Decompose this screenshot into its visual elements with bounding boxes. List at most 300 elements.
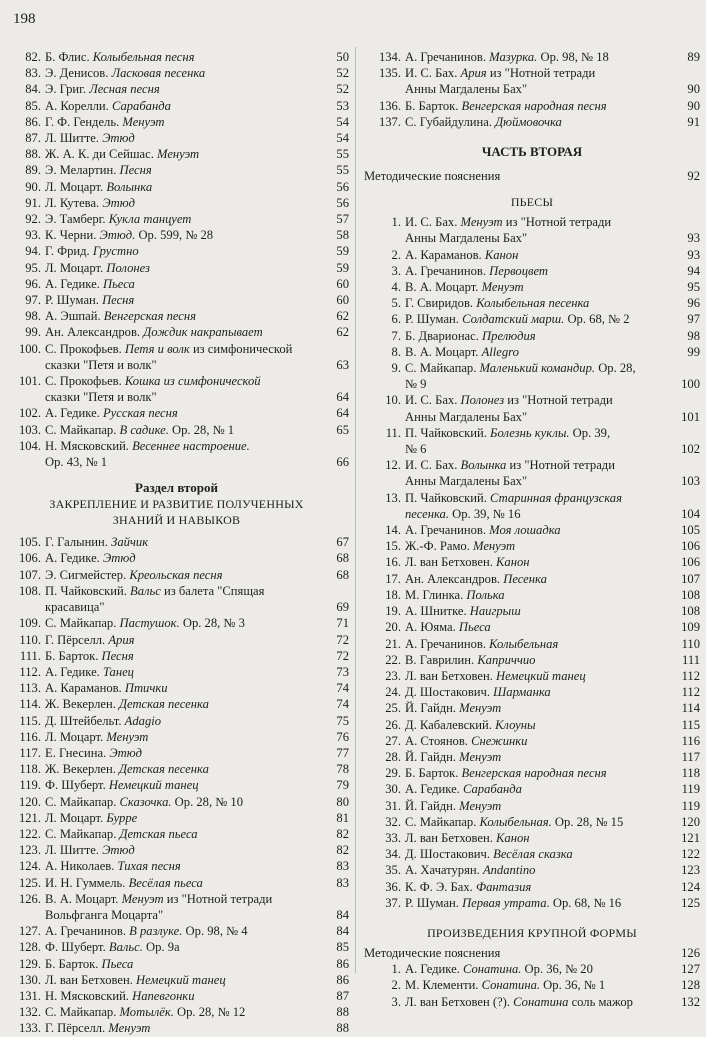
entry-author: Н. Мясковский. <box>45 988 133 1003</box>
entry-text <box>45 162 311 178</box>
entry-body <box>405 587 700 603</box>
entry-number: 133. <box>18 1021 41 1036</box>
toc-entry[interactable] <box>364 587 700 603</box>
entry-work: Каприччио <box>477 652 536 667</box>
toc-entry[interactable] <box>4 761 349 777</box>
entry-number: 137. <box>378 114 401 129</box>
entry-work: Первая утрата. <box>462 895 550 910</box>
entry-author: А. Юяма. <box>405 620 459 635</box>
page-ref: 90 <box>687 82 700 97</box>
entry-line <box>405 311 700 327</box>
entry-body <box>405 295 700 311</box>
page-ref: 80 <box>336 794 349 809</box>
entry-work: Этюд <box>102 131 135 146</box>
entry-work: Песня <box>101 648 134 663</box>
toc-entry[interactable] <box>364 538 700 554</box>
page-ref: 63 <box>336 357 349 372</box>
entry-text <box>405 409 662 425</box>
toc-entry[interactable] <box>4 308 349 324</box>
entry-body <box>45 438 349 470</box>
entry-body <box>405 895 700 911</box>
entry-text <box>45 454 311 470</box>
entry-line <box>405 846 700 862</box>
entry-number: 29. <box>385 766 401 781</box>
entry-extra: из балета "Спящая <box>160 583 265 598</box>
entry-line <box>405 522 700 538</box>
page-ref: 105 <box>681 523 700 538</box>
toc-entry[interactable] <box>4 405 349 421</box>
toc-entry[interactable] <box>364 247 700 263</box>
entry-number: 32. <box>385 814 401 829</box>
toc-entry[interactable] <box>4 130 349 146</box>
toc-entry[interactable] <box>364 571 700 587</box>
page-ref: 89 <box>687 50 700 64</box>
entry-work: Канон <box>496 555 530 570</box>
toc-entry[interactable] <box>4 632 349 648</box>
toc-entry[interactable] <box>4 146 349 162</box>
entry-text <box>45 956 311 972</box>
entry-text <box>405 98 662 114</box>
entry-author: Л. ван Бетховен. <box>45 972 137 987</box>
toc-entry[interactable] <box>4 179 349 195</box>
entry-line <box>45 438 349 454</box>
toc-entry[interactable] <box>364 862 700 878</box>
toc-entry[interactable] <box>4 534 349 550</box>
toc-entry[interactable] <box>4 777 349 793</box>
entry-extra: Ор. 68, № 2 <box>564 312 630 327</box>
toc-entry[interactable] <box>364 65 700 97</box>
entry-body <box>45 227 349 243</box>
toc-entry[interactable] <box>4 243 349 259</box>
page-ref: 119 <box>681 782 700 797</box>
toc-entry[interactable] <box>4 826 349 842</box>
toc-entry[interactable] <box>4 923 349 939</box>
page-ref: 67 <box>336 535 349 550</box>
toc-entry[interactable] <box>364 749 700 765</box>
entry-line <box>45 227 349 243</box>
toc-entry[interactable] <box>364 49 700 65</box>
toc-entry[interactable] <box>4 713 349 729</box>
toc-entry[interactable] <box>364 895 700 911</box>
entry-work: Полька <box>466 587 505 602</box>
entry-body <box>405 344 700 360</box>
toc-entry[interactable] <box>364 733 700 749</box>
entry-text <box>45 988 311 1004</box>
toc-entry[interactable] <box>4 794 349 810</box>
toc-entry[interactable] <box>364 554 700 570</box>
entry-line <box>405 295 700 311</box>
entry-work: Этюд <box>102 551 136 566</box>
entry-number: 19. <box>385 604 401 619</box>
entry-author: М. Клементи. <box>405 978 482 993</box>
page-ref: 54 <box>336 114 349 129</box>
toc-entry[interactable] <box>4 1020 349 1036</box>
toc-entry[interactable] <box>4 988 349 1004</box>
toc-entry[interactable] <box>4 114 349 130</box>
entry-number: 121. <box>18 810 41 825</box>
entry-line <box>405 554 700 570</box>
toc-entry[interactable] <box>4 745 349 761</box>
entry-body <box>45 195 349 211</box>
toc-entry[interactable] <box>4 81 349 97</box>
entry-text <box>45 292 311 308</box>
entry-extra: Ор. 28, № 3 <box>179 616 245 631</box>
entry-text <box>45 357 311 373</box>
toc-entry[interactable] <box>4 65 349 81</box>
entry-line <box>45 389 349 405</box>
page-ref: 59 <box>336 260 349 275</box>
toc-entry[interactable] <box>364 994 700 1010</box>
entry-text <box>45 422 311 438</box>
entry-number: 91. <box>25 195 41 210</box>
toc-entry[interactable] <box>4 810 349 826</box>
toc-entry[interactable] <box>4 98 349 114</box>
entry-body <box>405 114 700 130</box>
page-ref: 112 <box>681 668 700 683</box>
toc-entry[interactable] <box>364 457 700 489</box>
entry-body <box>45 826 349 842</box>
entry-work: Менуэт <box>459 798 502 813</box>
toc-entry[interactable] <box>364 798 700 814</box>
entry-text <box>405 490 700 506</box>
toc-entry[interactable] <box>4 696 349 712</box>
toc-entry[interactable] <box>4 567 349 583</box>
entry-author: Л. Кутева. <box>45 195 103 210</box>
entry-body <box>405 98 700 114</box>
entry-text <box>45 81 311 97</box>
toc-entry[interactable] <box>364 652 700 668</box>
toc-entry[interactable] <box>4 341 349 373</box>
toc-entry[interactable] <box>4 1004 349 1020</box>
toc-entry[interactable] <box>364 684 700 700</box>
toc-entry[interactable] <box>364 830 700 846</box>
entry-work: Этюд <box>102 195 135 210</box>
left-column <box>4 49 349 1037</box>
entry-line <box>45 130 349 146</box>
entry-number: 30. <box>385 782 401 797</box>
entry-body <box>45 632 349 648</box>
entry-body <box>45 98 349 114</box>
toc-entry[interactable] <box>364 328 700 344</box>
toc-entry[interactable] <box>364 311 700 327</box>
toc-entry[interactable] <box>4 858 349 874</box>
entry-body <box>405 684 700 700</box>
entry-author: А. Гречанинов. <box>405 263 490 278</box>
page-ref: 52 <box>336 66 349 81</box>
toc-entry[interactable] <box>4 49 349 65</box>
toc-entry[interactable] <box>4 956 349 972</box>
entry-number: 96. <box>25 276 41 291</box>
toc-entry[interactable] <box>4 195 349 211</box>
page-ref: 53 <box>336 98 349 113</box>
entry-text <box>45 195 311 211</box>
entry-number: 33. <box>385 830 401 845</box>
entry-author: И. С. Бах. <box>405 66 461 81</box>
entry-text <box>405 603 662 619</box>
entry-text <box>45 146 311 162</box>
entry-number: 105. <box>18 535 41 550</box>
toc-entry[interactable] <box>4 550 349 566</box>
entry-text <box>45 810 311 826</box>
entry-line <box>45 162 349 178</box>
toc-entry[interactable] <box>364 263 700 279</box>
toc-entry[interactable] <box>364 295 700 311</box>
entry-work: Песня <box>119 163 152 178</box>
entry-line <box>405 65 700 81</box>
entry-body <box>45 550 349 566</box>
entry-text <box>45 599 311 615</box>
toc-entry[interactable] <box>4 729 349 745</box>
toc-entry[interactable] <box>364 619 700 635</box>
toc-entry[interactable] <box>364 814 700 830</box>
entry-body <box>405 846 700 862</box>
entry-number: 1. <box>391 962 401 977</box>
entry-number: 16. <box>385 555 401 570</box>
entry-author: С. Губайдулина. <box>405 114 496 129</box>
entry-number: 131. <box>18 988 41 1003</box>
toc-entry-large-method-notes[interactable]: Методические пояснения 126 <box>364 945 700 960</box>
entry-author: М. Глинка. <box>405 587 467 602</box>
entry-work: Первоцвет <box>489 263 549 278</box>
toc-entry[interactable] <box>364 490 700 522</box>
entry-author: Б. Дварионас. <box>405 328 483 343</box>
entry-extra: сказки "Петя и волк" <box>45 357 157 372</box>
entry-work: Сонатина. <box>481 978 541 993</box>
toc-entry[interactable] <box>364 279 700 295</box>
toc-entry[interactable] <box>364 700 700 716</box>
entry-author: Ан. Александров. <box>45 325 144 340</box>
toc-entry[interactable] <box>4 438 349 470</box>
entry-work: Детская пьеса <box>119 826 198 841</box>
toc-entry[interactable] <box>4 648 349 664</box>
toc-entry[interactable] <box>4 162 349 178</box>
toc-entry[interactable] <box>4 324 349 340</box>
entry-body <box>45 583 349 615</box>
entry-body <box>405 247 700 263</box>
toc-entry[interactable] <box>364 879 700 895</box>
page-ref: 55 <box>336 147 349 162</box>
entry-number: 87. <box>25 131 41 146</box>
entry-line <box>45 842 349 858</box>
entry-number: 103. <box>18 422 41 437</box>
toc-entry[interactable] <box>364 214 700 246</box>
entry-extra: Ор. 36, № 20 <box>521 962 593 977</box>
toc-entry[interactable] <box>4 227 349 243</box>
entry-author: Ж. А. К. ди Сейшас. <box>45 147 158 162</box>
entry-number: 27. <box>385 733 401 748</box>
entry-body <box>45 858 349 874</box>
entry-line <box>405 49 700 65</box>
toc-entry[interactable] <box>4 680 349 696</box>
toc-entry[interactable] <box>4 875 349 891</box>
entry-line <box>405 814 700 830</box>
entry-text <box>405 765 662 781</box>
entry-author: Ан. Александров. <box>405 571 504 586</box>
toc-entry[interactable] <box>4 211 349 227</box>
toc-entry[interactable] <box>4 373 349 405</box>
page-ref: 124 <box>681 879 700 894</box>
entry-line <box>45 211 349 227</box>
entry-extra: Ор. 98, № 4 <box>182 924 248 939</box>
entry-author: К. Черни. <box>45 228 100 243</box>
entry-line <box>45 357 349 373</box>
entry-number: 95. <box>25 260 41 275</box>
entry-extra: Анны Магдалены Бах" <box>405 409 528 424</box>
toc-entry[interactable] <box>364 636 700 652</box>
entry-text <box>45 875 311 891</box>
page-ref: 68 <box>336 551 349 566</box>
entry-number: 92. <box>25 212 41 227</box>
toc-entry[interactable] <box>364 668 700 684</box>
entry-line <box>405 98 700 114</box>
entry-body <box>45 891 349 923</box>
toc-entry[interactable] <box>364 114 700 130</box>
toc-entry[interactable] <box>364 781 700 797</box>
entry-text <box>45 972 311 988</box>
toc-entry[interactable] <box>4 292 349 308</box>
entry-extra: Вольфганга Моцарта" <box>45 907 164 922</box>
entry-work: Менуэт <box>108 1021 151 1036</box>
entry-text <box>405 830 662 846</box>
toc-entry[interactable] <box>4 842 349 858</box>
toc-entry[interactable] <box>364 425 700 457</box>
entry-extra: Ор. 39, <box>569 425 611 440</box>
toc-entry[interactable] <box>364 522 700 538</box>
entry-body <box>45 534 349 550</box>
entry-text <box>405 230 662 246</box>
entry-line <box>45 599 349 615</box>
entry-author: Л. Шитте. <box>45 843 103 858</box>
entry-body <box>405 554 700 570</box>
page-ref: 86 <box>336 956 349 971</box>
entry-line <box>405 344 700 360</box>
entry-author: Г. Ф. Гендель. <box>45 114 123 129</box>
entry-author: А. Гречанинов. <box>45 924 130 939</box>
entry-work: Пьеса <box>101 956 134 971</box>
entry-text <box>405 49 662 65</box>
entry-number: 34. <box>385 847 401 862</box>
toc-entry[interactable] <box>4 615 349 631</box>
page-ref: 62 <box>336 309 349 324</box>
entry-number: 11. <box>385 425 401 440</box>
toc-entry[interactable] <box>4 891 349 923</box>
entry-author: А. Караманов. <box>45 681 125 696</box>
entry-text <box>45 550 311 566</box>
entry-text <box>405 700 662 716</box>
toc-entry[interactable] <box>4 972 349 988</box>
entry-line <box>405 114 700 130</box>
entry-number: 124. <box>18 859 41 874</box>
toc-entry[interactable] <box>4 583 349 615</box>
entry-text <box>405 392 700 408</box>
toc-entry[interactable] <box>364 392 700 424</box>
entry-number: 15. <box>385 539 401 554</box>
toc-entry[interactable] <box>364 846 700 862</box>
entry-line <box>45 988 349 1004</box>
entry-number: 136. <box>378 98 401 113</box>
entry-text <box>45 211 311 227</box>
entry-line <box>45 858 349 874</box>
toc-entry[interactable] <box>364 977 700 993</box>
toc-entry[interactable] <box>364 603 700 619</box>
entry-work: Менуэт <box>122 114 165 129</box>
entry-number: 3. <box>391 263 401 278</box>
entry-author: В. А. Моцарт. <box>405 280 482 295</box>
toc-entry[interactable] <box>4 422 349 438</box>
entry-work: Старинная французская <box>490 490 622 505</box>
entry-text <box>45 308 311 324</box>
entry-extra: из "Нотной тетради <box>506 458 615 473</box>
entry-number: 1. <box>391 215 401 230</box>
entry-line <box>405 717 700 733</box>
entry-text <box>45 713 311 729</box>
entry-text <box>405 994 662 1010</box>
toc-entry-method-notes[interactable]: Методические пояснения 92 <box>364 169 700 184</box>
entry-line <box>45 761 349 777</box>
page-ref: 69 <box>336 600 349 615</box>
toc-entry[interactable] <box>364 360 700 392</box>
page-ref: 83 <box>336 859 349 874</box>
toc-entry[interactable] <box>364 765 700 781</box>
entry-author: А. Гедике. <box>405 782 463 797</box>
entry-body <box>405 279 700 295</box>
entry-author: А. Гедике. <box>405 962 463 977</box>
entry-author: И. С. Бах. <box>405 458 461 473</box>
entry-work: Немецкий танец <box>136 972 226 987</box>
toc-entry[interactable] <box>364 98 700 114</box>
entry-extra: Ор. 68, № 16 <box>549 895 622 910</box>
entry-work: Болезнь куклы. <box>490 425 570 440</box>
toc-entry[interactable] <box>4 939 349 955</box>
entry-line <box>405 749 700 765</box>
entry-body <box>405 781 700 797</box>
entry-body <box>405 652 700 668</box>
entry-text <box>45 648 311 664</box>
toc-entry[interactable] <box>4 664 349 680</box>
page-ref: 71 <box>336 616 349 631</box>
entry-number: 37. <box>385 895 401 910</box>
entry-extra: из "Нотной тетради <box>486 66 596 81</box>
entry-extra: Ор. 98, № 18 <box>537 50 609 64</box>
entry-author: Л. Моцарт. <box>45 179 107 194</box>
entry-number: 4. <box>391 280 401 295</box>
entry-line <box>405 506 700 522</box>
entry-line <box>45 243 349 259</box>
page-ref: 106 <box>681 539 700 554</box>
page-ref: 77 <box>336 745 349 760</box>
entry-extra: Анны Магдалены Бах" <box>405 474 528 489</box>
page-ref: 52 <box>336 82 349 97</box>
entry-line <box>405 587 700 603</box>
toc-entry[interactable] <box>4 276 349 292</box>
toc-entry[interactable] <box>4 260 349 276</box>
entry-body <box>405 619 700 635</box>
entry-body <box>45 988 349 1004</box>
entry-body <box>405 603 700 619</box>
toc-entry[interactable] <box>364 961 700 977</box>
entry-author: Р. Шуман. <box>405 895 463 910</box>
page-ref: 94 <box>687 263 700 278</box>
entry-extra: Ор. 9а <box>142 940 180 955</box>
entry-body <box>45 777 349 793</box>
toc-entry[interactable] <box>364 717 700 733</box>
entry-number: 14. <box>385 523 401 538</box>
entry-work: Наигрыш <box>469 604 521 619</box>
entry-work: Сарабанда <box>462 782 522 797</box>
entry-number: 127. <box>18 924 41 939</box>
entry-author: Б. Барток. <box>45 956 102 971</box>
toc-entry[interactable] <box>364 344 700 360</box>
